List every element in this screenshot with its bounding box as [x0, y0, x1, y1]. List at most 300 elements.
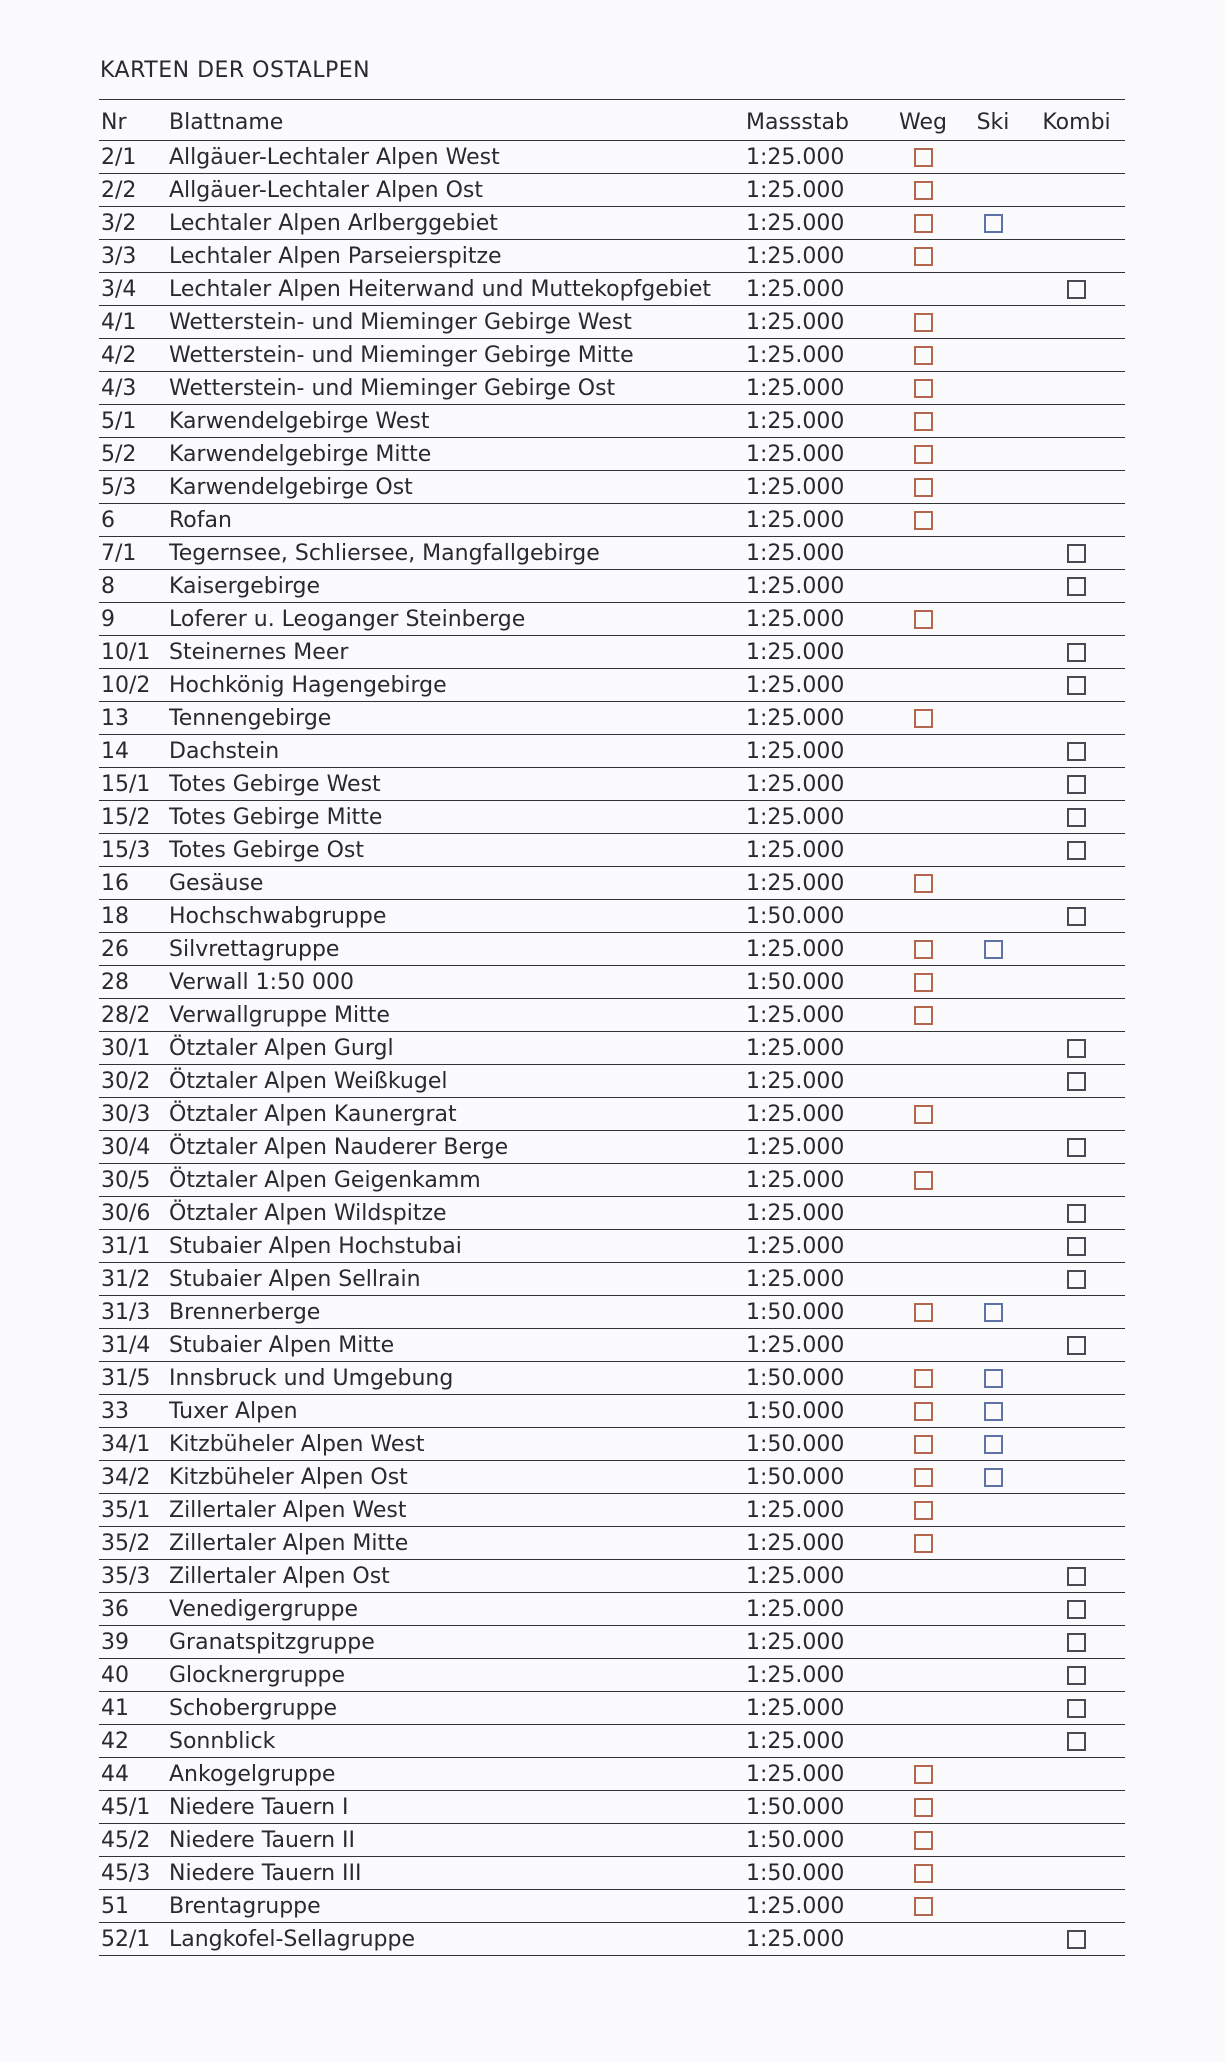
row-ski-cell [958, 1758, 1028, 1791]
weg-checkbox[interactable] [914, 1501, 933, 1520]
row-massstab: 1:25.000 [746, 1593, 888, 1626]
header-nr: Nr [99, 104, 169, 141]
row-massstab: 1:25.000 [746, 1890, 888, 1923]
weg-checkbox[interactable] [914, 445, 933, 464]
table-row [99, 1296, 1125, 1329]
row-ski-cell [958, 636, 1028, 669]
table-row [99, 1692, 1125, 1725]
row-kombi-cell [1028, 1494, 1125, 1527]
row-blattname: Verwallgruppe Mitte [169, 999, 746, 1032]
row-ski-cell [958, 504, 1028, 537]
row-massstab: 1:25.000 [746, 1692, 888, 1725]
row-massstab: 1:25.000 [746, 1263, 888, 1296]
row-nr: 31/5 [99, 1362, 169, 1395]
row-kombi-cell [1028, 1164, 1125, 1197]
row-kombi-cell [1028, 1857, 1125, 1890]
table-row [99, 1593, 1125, 1626]
row-blattname: Rofan [169, 504, 746, 537]
row-blattname: Ötztaler Alpen Geigenkamm [169, 1164, 746, 1197]
kombi-checkbox[interactable] [1067, 1072, 1086, 1091]
row-massstab: 1:25.000 [746, 570, 888, 603]
row-blattname: Granatspitzgruppe [169, 1626, 746, 1659]
kombi-checkbox[interactable] [1067, 1567, 1086, 1586]
table-row [99, 1494, 1125, 1527]
kombi-checkbox[interactable] [1067, 742, 1086, 761]
row-blattname: Ankogelgruppe [169, 1758, 746, 1791]
row-weg-cell [888, 1560, 958, 1593]
row-nr: 45/1 [99, 1791, 169, 1824]
row-kombi-cell [1028, 1230, 1125, 1263]
row-weg-cell [888, 669, 958, 702]
row-massstab: 1:25.000 [746, 735, 888, 768]
row-ski-cell [958, 570, 1028, 603]
weg-checkbox[interactable] [914, 973, 933, 992]
row-massstab: 1:50.000 [746, 1362, 888, 1395]
row-massstab: 1:25.000 [746, 372, 888, 405]
kombi-checkbox[interactable] [1067, 1930, 1086, 1949]
row-nr: 10/2 [99, 669, 169, 702]
weg-checkbox[interactable] [914, 1864, 933, 1883]
weg-checkbox[interactable] [914, 1534, 933, 1553]
row-ski-cell [958, 834, 1028, 867]
kombi-checkbox[interactable] [1067, 1336, 1086, 1355]
ski-checkbox[interactable] [984, 1369, 1003, 1388]
table-row [99, 636, 1125, 669]
row-ski-cell [958, 1527, 1028, 1560]
row-kombi-cell [1028, 1395, 1125, 1428]
row-blattname: Totes Gebirge West [169, 768, 746, 801]
row-kombi-cell [1028, 1329, 1125, 1362]
row-weg-cell [888, 174, 958, 207]
row-massstab: 1:50.000 [746, 1296, 888, 1329]
row-weg-cell [888, 537, 958, 570]
row-ski-cell [958, 1824, 1028, 1857]
row-ski-cell [958, 1560, 1028, 1593]
table-row [99, 999, 1125, 1032]
row-kombi-cell [1028, 240, 1125, 273]
row-blattname: Allgäuer-Lechtaler Alpen Ost [169, 174, 746, 207]
table-row [99, 1659, 1125, 1692]
row-kombi-cell [1028, 1626, 1125, 1659]
row-blattname: Hochkönig Hagengebirge [169, 669, 746, 702]
row-ski-cell [958, 141, 1028, 174]
table-body [99, 141, 1125, 1956]
row-nr: 45/2 [99, 1824, 169, 1857]
row-weg-cell [888, 1428, 958, 1461]
row-blattname: Karwendelgebirge Ost [169, 471, 746, 504]
table-row [99, 1197, 1125, 1230]
row-massstab: 1:25.000 [746, 801, 888, 834]
row-weg-cell [888, 1824, 958, 1857]
ski-checkbox[interactable] [984, 1435, 1003, 1454]
row-nr: 10/1 [99, 636, 169, 669]
weg-checkbox[interactable] [914, 214, 933, 233]
row-nr: 30/4 [99, 1131, 169, 1164]
row-blattname: Venedigergruppe [169, 1593, 746, 1626]
row-blattname: Wetterstein- und Mieminger Gebirge Ost [169, 372, 746, 405]
row-nr: 39 [99, 1626, 169, 1659]
row-massstab: 1:25.000 [746, 438, 888, 471]
weg-checkbox[interactable] [914, 181, 933, 200]
row-massstab: 1:25.000 [746, 273, 888, 306]
row-weg-cell [888, 1791, 958, 1824]
kombi-checkbox[interactable] [1067, 643, 1086, 662]
row-nr: 5/3 [99, 471, 169, 504]
row-ski-cell [958, 999, 1028, 1032]
row-ski-cell [958, 669, 1028, 702]
row-nr: 31/4 [99, 1329, 169, 1362]
row-weg-cell [888, 1923, 958, 1956]
weg-checkbox[interactable] [914, 874, 933, 893]
table-row [99, 1164, 1125, 1197]
weg-checkbox[interactable] [914, 511, 933, 530]
row-ski-cell [958, 1164, 1028, 1197]
table-row [99, 141, 1125, 174]
kombi-checkbox[interactable] [1067, 1699, 1086, 1718]
weg-checkbox[interactable] [914, 478, 933, 497]
row-kombi-cell [1028, 273, 1125, 306]
weg-checkbox[interactable] [914, 148, 933, 167]
row-nr: 30/5 [99, 1164, 169, 1197]
row-ski-cell [958, 471, 1028, 504]
row-kombi-cell [1028, 174, 1125, 207]
row-massstab: 1:25.000 [746, 636, 888, 669]
row-nr: 35/1 [99, 1494, 169, 1527]
row-nr: 26 [99, 933, 169, 966]
row-ski-cell [958, 1692, 1028, 1725]
weg-checkbox[interactable] [914, 346, 933, 365]
weg-checkbox[interactable] [914, 313, 933, 332]
weg-checkbox[interactable] [914, 247, 933, 266]
row-nr: 30/3 [99, 1098, 169, 1131]
row-kombi-cell [1028, 1296, 1125, 1329]
table-row [99, 801, 1125, 834]
table-row [99, 834, 1125, 867]
header-kombi: Kombi [1028, 104, 1125, 141]
row-massstab: 1:25.000 [746, 537, 888, 570]
row-nr: 45/3 [99, 1857, 169, 1890]
row-nr: 33 [99, 1395, 169, 1428]
table-row [99, 1857, 1125, 1890]
row-kombi-cell [1028, 768, 1125, 801]
ski-checkbox[interactable] [984, 940, 1003, 959]
row-nr: 5/1 [99, 405, 169, 438]
table-row [99, 174, 1125, 207]
row-kombi-cell [1028, 1890, 1125, 1923]
row-massstab: 1:25.000 [746, 1758, 888, 1791]
table-row [99, 240, 1125, 273]
row-weg-cell [888, 1890, 958, 1923]
table-row [99, 900, 1125, 933]
table-row [99, 570, 1125, 603]
row-nr: 4/2 [99, 339, 169, 372]
weg-checkbox[interactable] [914, 1765, 933, 1784]
title-divider [99, 99, 1125, 100]
weg-checkbox[interactable] [914, 940, 933, 959]
row-weg-cell [888, 1758, 958, 1791]
row-weg-cell [888, 867, 958, 900]
row-ski-cell [958, 1065, 1028, 1098]
weg-checkbox[interactable] [914, 1402, 933, 1421]
row-kombi-cell [1028, 1725, 1125, 1758]
row-kombi-cell [1028, 834, 1125, 867]
row-blattname: Lechtaler Alpen Arlberggebiet [169, 207, 746, 240]
row-blattname: Niedere Tauern II [169, 1824, 746, 1857]
row-blattname: Ötztaler Alpen Weißkugel [169, 1065, 746, 1098]
table-row [99, 1131, 1125, 1164]
row-ski-cell [958, 1857, 1028, 1890]
table-row [99, 273, 1125, 306]
weg-checkbox[interactable] [914, 1435, 933, 1454]
table-row [99, 405, 1125, 438]
weg-checkbox[interactable] [914, 1798, 933, 1817]
row-blattname: Kitzbüheler Alpen Ost [169, 1461, 746, 1494]
ski-checkbox[interactable] [984, 1303, 1003, 1322]
weg-checkbox[interactable] [914, 1897, 933, 1916]
row-blattname: Glocknergruppe [169, 1659, 746, 1692]
row-ski-cell [958, 1032, 1028, 1065]
row-nr: 3/2 [99, 207, 169, 240]
row-kombi-cell [1028, 1362, 1125, 1395]
header-ski: Ski [958, 104, 1028, 141]
row-massstab: 1:25.000 [746, 141, 888, 174]
row-kombi-cell [1028, 801, 1125, 834]
row-ski-cell [958, 273, 1028, 306]
kombi-checkbox[interactable] [1067, 1270, 1086, 1289]
row-ski-cell [958, 1395, 1028, 1428]
table-row [99, 603, 1125, 636]
row-massstab: 1:25.000 [746, 999, 888, 1032]
row-ski-cell [958, 1626, 1028, 1659]
row-nr: 15/2 [99, 801, 169, 834]
row-kombi-cell [1028, 867, 1125, 900]
row-kombi-cell [1028, 1560, 1125, 1593]
row-massstab: 1:25.000 [746, 1626, 888, 1659]
table-row [99, 1230, 1125, 1263]
row-ski-cell [958, 1890, 1028, 1923]
row-massstab: 1:50.000 [746, 1824, 888, 1857]
row-weg-cell [888, 834, 958, 867]
kombi-checkbox[interactable] [1067, 1732, 1086, 1751]
row-nr: 3/3 [99, 240, 169, 273]
row-kombi-cell [1028, 669, 1125, 702]
row-weg-cell [888, 1296, 958, 1329]
row-ski-cell [958, 1593, 1028, 1626]
weg-checkbox[interactable] [914, 1105, 933, 1124]
row-kombi-cell [1028, 1098, 1125, 1131]
table-row [99, 438, 1125, 471]
row-kombi-cell [1028, 1923, 1125, 1956]
table-row [99, 867, 1125, 900]
ski-checkbox[interactable] [984, 1402, 1003, 1421]
table-row [99, 1428, 1125, 1461]
table-row [99, 1824, 1125, 1857]
row-kombi-cell [1028, 1428, 1125, 1461]
row-weg-cell [888, 339, 958, 372]
row-massstab: 1:25.000 [746, 1494, 888, 1527]
row-weg-cell [888, 702, 958, 735]
row-blattname: Lechtaler Alpen Parseierspitze [169, 240, 746, 273]
row-kombi-cell [1028, 207, 1125, 240]
row-weg-cell [888, 405, 958, 438]
row-nr: 5/2 [99, 438, 169, 471]
row-blattname: Langkofel-Sellagruppe [169, 1923, 746, 1956]
ski-checkbox[interactable] [984, 214, 1003, 233]
table-row [99, 1923, 1125, 1956]
row-blattname: Brennerberge [169, 1296, 746, 1329]
weg-checkbox[interactable] [914, 610, 933, 629]
kombi-checkbox[interactable] [1067, 676, 1086, 695]
row-massstab: 1:25.000 [746, 1164, 888, 1197]
weg-checkbox[interactable] [914, 1468, 933, 1487]
row-ski-cell [958, 933, 1028, 966]
kombi-checkbox[interactable] [1067, 1666, 1086, 1685]
row-blattname: Ötztaler Alpen Wildspitze [169, 1197, 746, 1230]
row-ski-cell [958, 306, 1028, 339]
table-row [99, 1560, 1125, 1593]
kombi-checkbox[interactable] [1067, 841, 1086, 860]
row-ski-cell [958, 603, 1028, 636]
row-ski-cell [958, 768, 1028, 801]
row-kombi-cell [1028, 1263, 1125, 1296]
row-nr: 18 [99, 900, 169, 933]
row-massstab: 1:25.000 [746, 603, 888, 636]
weg-checkbox[interactable] [914, 1831, 933, 1850]
row-massstab: 1:25.000 [746, 1098, 888, 1131]
row-blattname: Zillertaler Alpen West [169, 1494, 746, 1527]
row-massstab: 1:25.000 [746, 405, 888, 438]
row-nr: 16 [99, 867, 169, 900]
row-ski-cell [958, 207, 1028, 240]
row-kombi-cell [1028, 1659, 1125, 1692]
header-massstab: Massstab [746, 104, 888, 141]
table-row [99, 1065, 1125, 1098]
row-massstab: 1:25.000 [746, 1923, 888, 1956]
page-title: KARTEN DER OSTALPEN [100, 58, 371, 83]
row-weg-cell [888, 999, 958, 1032]
row-ski-cell [958, 735, 1028, 768]
row-massstab: 1:25.000 [746, 1527, 888, 1560]
row-blattname: Ötztaler Alpen Gurgl [169, 1032, 746, 1065]
weg-checkbox[interactable] [914, 412, 933, 431]
table-row [99, 702, 1125, 735]
row-nr: 3/4 [99, 273, 169, 306]
kombi-checkbox[interactable] [1067, 280, 1086, 299]
weg-checkbox[interactable] [914, 1303, 933, 1322]
kombi-checkbox[interactable] [1067, 775, 1086, 794]
row-kombi-cell [1028, 1065, 1125, 1098]
row-kombi-cell [1028, 471, 1125, 504]
row-nr: 2/1 [99, 141, 169, 174]
row-weg-cell [888, 1494, 958, 1527]
row-massstab: 1:25.000 [746, 504, 888, 537]
row-blattname: Verwall 1:50 000 [169, 966, 746, 999]
row-weg-cell [888, 273, 958, 306]
row-weg-cell [888, 1395, 958, 1428]
row-nr: 44 [99, 1758, 169, 1791]
weg-checkbox[interactable] [914, 1006, 933, 1025]
kombi-checkbox[interactable] [1067, 1633, 1086, 1652]
row-blattname: Loferer u. Leoganger Steinberge [169, 603, 746, 636]
row-massstab: 1:50.000 [746, 1461, 888, 1494]
row-nr: 14 [99, 735, 169, 768]
row-ski-cell [958, 1098, 1028, 1131]
kombi-checkbox[interactable] [1067, 907, 1086, 926]
header-weg: Weg [888, 104, 958, 141]
kombi-checkbox[interactable] [1067, 1237, 1086, 1256]
row-ski-cell [958, 1230, 1028, 1263]
row-weg-cell [888, 306, 958, 339]
row-nr: 52/1 [99, 1923, 169, 1956]
row-ski-cell [958, 537, 1028, 570]
row-massstab: 1:25.000 [746, 1230, 888, 1263]
row-blattname: Totes Gebirge Mitte [169, 801, 746, 834]
row-kombi-cell [1028, 1593, 1125, 1626]
row-nr: 35/3 [99, 1560, 169, 1593]
row-ski-cell [958, 1329, 1028, 1362]
kombi-checkbox[interactable] [1067, 544, 1086, 563]
row-kombi-cell [1028, 603, 1125, 636]
row-nr: 41 [99, 1692, 169, 1725]
row-nr: 15/3 [99, 834, 169, 867]
row-blattname: Niedere Tauern I [169, 1791, 746, 1824]
row-nr: 30/1 [99, 1032, 169, 1065]
table-row [99, 537, 1125, 570]
row-blattname: Innsbruck und Umgebung [169, 1362, 746, 1395]
row-ski-cell [958, 1791, 1028, 1824]
row-kombi-cell [1028, 966, 1125, 999]
weg-checkbox[interactable] [914, 1171, 933, 1190]
row-nr: 9 [99, 603, 169, 636]
kombi-checkbox[interactable] [1067, 577, 1086, 596]
row-kombi-cell [1028, 537, 1125, 570]
ski-checkbox[interactable] [984, 1468, 1003, 1487]
weg-checkbox[interactable] [914, 709, 933, 728]
kombi-checkbox[interactable] [1067, 1600, 1086, 1619]
row-blattname: Zillertaler Alpen Mitte [169, 1527, 746, 1560]
weg-checkbox[interactable] [914, 1369, 933, 1388]
row-kombi-cell [1028, 933, 1125, 966]
row-nr: 4/1 [99, 306, 169, 339]
row-nr: 34/2 [99, 1461, 169, 1494]
row-massstab: 1:25.000 [746, 702, 888, 735]
row-weg-cell [888, 933, 958, 966]
kombi-checkbox[interactable] [1067, 1204, 1086, 1223]
kombi-checkbox[interactable] [1067, 808, 1086, 827]
row-blattname: Brentagruppe [169, 1890, 746, 1923]
table-row [99, 1098, 1125, 1131]
row-massstab: 1:25.000 [746, 339, 888, 372]
kombi-checkbox[interactable] [1067, 1039, 1086, 1058]
table-row [99, 966, 1125, 999]
table-row [99, 1791, 1125, 1824]
weg-checkbox[interactable] [914, 379, 933, 398]
row-nr: 40 [99, 1659, 169, 1692]
table-row [99, 933, 1125, 966]
row-nr: 2/2 [99, 174, 169, 207]
row-nr: 28/2 [99, 999, 169, 1032]
row-kombi-cell [1028, 1461, 1125, 1494]
row-ski-cell [958, 1461, 1028, 1494]
row-blattname: Kaisergebirge [169, 570, 746, 603]
kombi-checkbox[interactable] [1067, 1138, 1086, 1157]
row-nr: 28 [99, 966, 169, 999]
row-massstab: 1:25.000 [746, 867, 888, 900]
row-weg-cell [888, 1230, 958, 1263]
row-ski-cell [958, 1659, 1028, 1692]
row-ski-cell [958, 372, 1028, 405]
table-header-row [99, 104, 1125, 141]
